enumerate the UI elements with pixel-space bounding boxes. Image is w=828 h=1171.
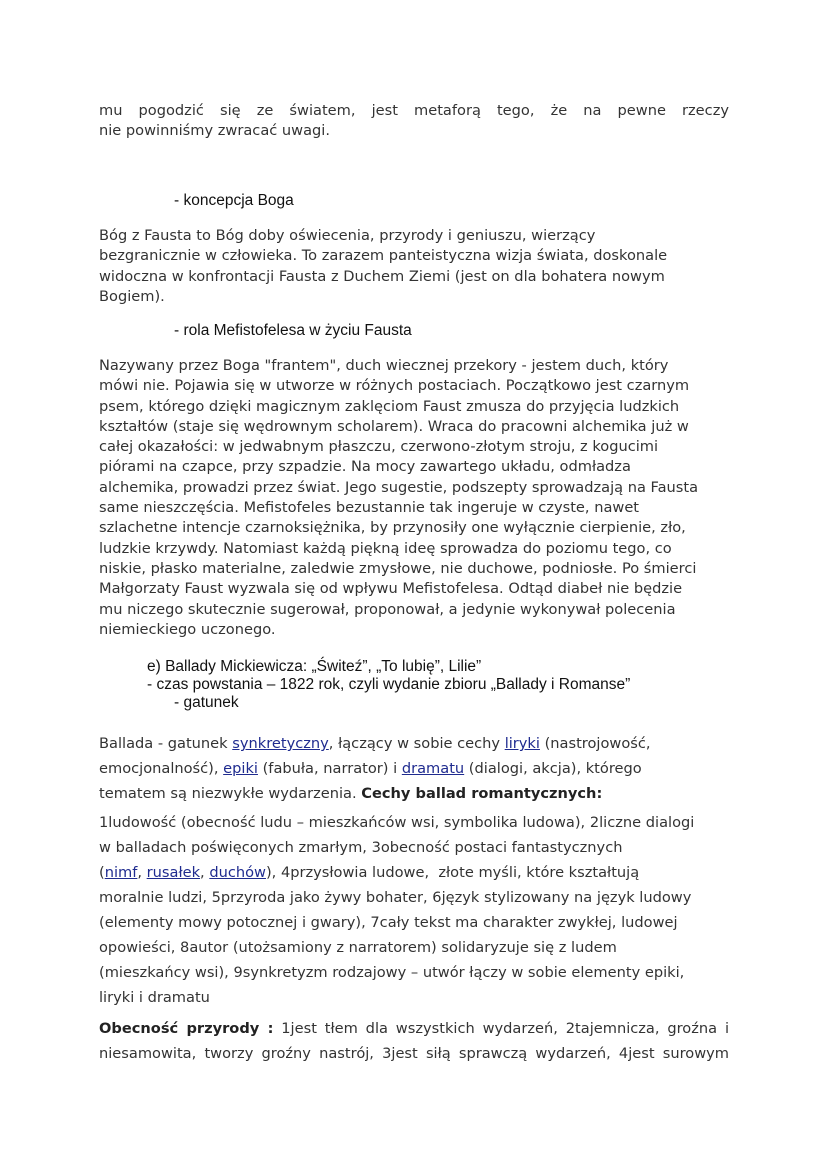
subheading-koncepcja-boga: - koncepcja Boga	[174, 192, 294, 209]
text-line: opowieści, 8autor (utożsamiony z narratorem) solidaryzuje się z ludem	[99, 939, 617, 956]
paragraph-mefistofeles	[99, 356, 729, 640]
text-run: ), 4przysłowia ludowe, złote myśli, które kształtują	[265, 864, 640, 881]
text-run: (dialogi, akcja), którego	[464, 760, 642, 777]
link-epiki[interactable]: epiki	[223, 760, 258, 777]
text-line: piórami na czapce, przy szpadzie. Na mocy zawartego układu, odmładza	[99, 458, 631, 476]
intro-paragraph	[99, 101, 729, 142]
text-run: Ballada - gatunek	[99, 735, 233, 752]
text-line: liryki i dramatu	[99, 989, 210, 1006]
text-line: niemieckiego uczonego.	[99, 620, 276, 638]
text-run: (nastrojowość,	[539, 735, 651, 752]
bold-heading-cechy: Cechy ballad romantycznych:	[361, 785, 603, 802]
text-line: moralnie ludzi, 5przyroda jako żywy bohater, 6język stylizowany na język ludowy	[99, 889, 692, 906]
text-run: emocjonalność),	[99, 760, 224, 777]
subheading-rola-mefistofelesa: - rola Mefistofelesa w życiu Fausta	[174, 322, 412, 339]
text-run: ,	[200, 864, 210, 881]
link-nimf[interactable]: nimf	[104, 864, 138, 881]
text-line: szlachetne intencje czarnoksiężnika, by przynosiły one wyłącznie cierpienie, zło,	[99, 519, 686, 537]
text-line: mu niczego skutecznie sugerował, proponował, a jedynie wykonywał polecenia	[99, 600, 676, 618]
text-line: kształtów (staje się wędrownym scholarem). Wraca do pracowni alchemika już w	[99, 417, 689, 435]
text-line: bezgranicznie w człowieka. To zarazem panteistyczna wizja świata, doskonale	[99, 247, 668, 265]
text-line: nie powinniśmy zwracać uwagi.	[99, 122, 331, 140]
text-line: niskie, płasko materialne, zaledwie zmysłowe, nie duchowe, podniosłe. Po śmierci	[99, 559, 697, 577]
text-run: ,	[137, 864, 147, 881]
text-run: 1jest tłem dla wszystkich wydarzeń, 2tajemnicza, groźna i	[273, 1020, 729, 1037]
link-rusalek[interactable]: rusałek	[146, 864, 201, 881]
text-line: same nieszczęścia. Mefistofeles bezustannie tak ingeruje w czyste, nawet	[99, 499, 640, 517]
text-line: niesamowita, tworzy groźny nastrój, 3jest siłą sprawczą wydarzeń, 4jest surowym	[99, 1045, 729, 1062]
text-line: mówi nie. Pojawia się w utworze w różnych postaciach. Początkowo jest czarnym	[99, 377, 690, 395]
section-e-czas: - czas powstania – 1822 rok, czyli wydanie zbioru „Ballady i Romanse”	[147, 676, 631, 693]
text-line: Nazywany przez Boga "frantem", duch wiecznej przekory - jestem duch, który	[99, 357, 669, 374]
text-line: psem, którego dzięki magicznym zaklęciom Faust zmusza do przyjęcia ludzkich	[99, 397, 680, 415]
section-e-gatunek: - gatunek	[174, 694, 239, 711]
link-synkretyczny[interactable]: synkretyczny	[232, 735, 329, 752]
paragraph-przyroda	[99, 1016, 729, 1066]
text-line: w balladach poświęconych zmarłym, 3obecność postaci fantastycznych	[99, 839, 623, 856]
text-line: alchemika, prowadzi przez świat. Jego sugestie, podszepty sprowadzają na Fausta	[99, 478, 699, 496]
link-dramatu[interactable]: dramatu	[401, 760, 465, 777]
text-line: (elementy mowy potocznej i gwary), 7cały tekst ma charakter zwykłej, ludowej	[99, 914, 678, 931]
text-line: Małgorzaty Faust wyzwala się od wpływu Mefistofelesa. Odtąd diabeł nie będzie	[99, 580, 683, 598]
text-line: widoczna w konfrontacji Fausta z Duchem Ziemi (jest on dla bohatera nowym	[99, 267, 665, 285]
text-line: całej okazałości: w jedwabnym płaszczu, czerwono-złotym stroju, z kogucimi	[99, 438, 659, 456]
text-run: (fabuła, narrator) i	[257, 760, 402, 777]
bold-heading-przyroda: Obecność przyrody :	[99, 1020, 274, 1037]
text-line: Bogiem).	[99, 287, 165, 305]
text-line: 1ludowość (obecność ludu – mieszkańców wsi, symbolika ludowa), 2liczne dialogi	[99, 814, 695, 831]
text-line: mu pogodzić się ze światem, jest metaforą tego, że na pewne rzeczy	[99, 102, 729, 119]
text-run: , łączący w sobie cechy	[328, 735, 505, 752]
section-e-title: e) Ballady Mickiewicza: „Świteź”, „To lubię”, Lilie”	[147, 658, 482, 675]
text-line: (mieszkańcy wsi), 9synkretyzm rodzajowy – utwór łączy w sobie elementy epiki,	[99, 964, 685, 981]
text-line: Bóg z Fausta to Bóg doby oświecenia, przyrody i geniuszu, wierzący	[99, 227, 596, 244]
link-duchow[interactable]: duchów	[209, 864, 266, 881]
link-liryki[interactable]: liryki	[504, 735, 540, 752]
text-run: tematem są niezwykłe wydarzenia.	[99, 785, 362, 802]
paragraph-bog	[99, 226, 729, 307]
paragraph-cechy	[99, 810, 729, 1010]
text-line: ludzkie krzywdy. Natomiast każdą piękną ideę sprowadza do poziomu tego, co	[99, 539, 672, 557]
text-run: (	[99, 864, 105, 881]
paragraph-ballada	[99, 731, 729, 806]
